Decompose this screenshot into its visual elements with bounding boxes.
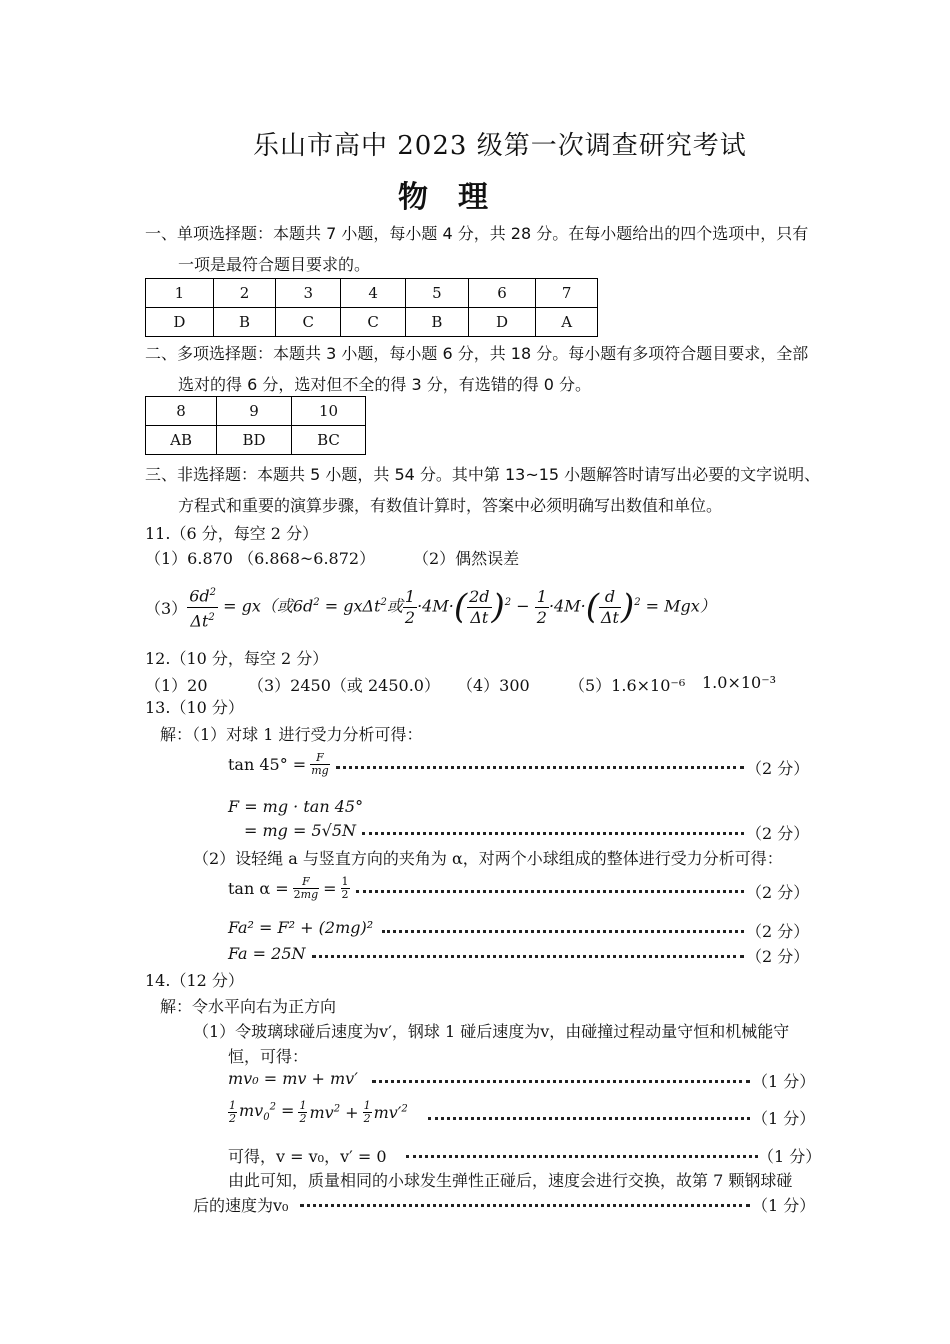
table-cell: 6 bbox=[468, 279, 536, 308]
dotted-leader bbox=[372, 1078, 750, 1083]
table-cell: 2 bbox=[213, 279, 276, 308]
q14-head: 14.（12 分） bbox=[145, 971, 244, 990]
dotted-leader bbox=[356, 888, 744, 893]
table-cell: AB bbox=[146, 426, 217, 455]
table-cell: 3 bbox=[276, 279, 341, 308]
table-cell: D bbox=[468, 308, 536, 337]
q12-answer-5: （5）1.6×10⁻⁶ bbox=[569, 676, 686, 695]
table-cell: B bbox=[406, 308, 469, 337]
table-cell: D bbox=[146, 308, 214, 337]
table-row bbox=[146, 308, 598, 337]
table-cell: 7 bbox=[536, 279, 598, 308]
table-cell: 1 bbox=[146, 279, 214, 308]
q14-conclusion-2: 后的速度为v₀ bbox=[193, 1196, 289, 1215]
section3-line2: 方程式和重要的演算步骤，有数值计算时，答案中必须明确写出数值和单位。 bbox=[178, 496, 723, 515]
q13-eq4-lhs: tan α = bbox=[228, 879, 289, 898]
q13-score-4: （2 分） bbox=[746, 922, 810, 941]
q11-answer-2: （2）偶然误差 bbox=[413, 549, 520, 568]
q13-solution-1: 解：（1）对球 1 进行受力分析可得： bbox=[160, 725, 423, 744]
q14-conclusion-1: 由此可知，质量相同的小球发生弹性正碰后，速度会进行交换，故第 7 颗钢球碰 bbox=[228, 1171, 793, 1190]
dotted-leader bbox=[382, 928, 744, 933]
fraction-half: $\frac{1}{2}$ bbox=[229, 1099, 236, 1125]
q14-eq2: $\frac{1}{2}$ $mv_0^2$ = $\frac{1}{2}$ $mv^2$ + $\frac{1}{2}$ $mv'^2$ bbox=[229, 1099, 408, 1125]
q14-part1-line2: 恒，可得： bbox=[228, 1047, 309, 1066]
q14-score-3: （1 分） bbox=[758, 1147, 822, 1166]
fraction-half: $\frac{1}{2}$ bbox=[363, 1099, 371, 1125]
q11-formula: $\frac{6d^2}{\Delta t^2}$ = gx（或$6d^2 = gx\Delta t^2$或 $\frac{1}{2}$ ·4M·( $\frac{2d}{\Delta t}$ )$^2$ − $\frac{1}{2}$ ·4M·( $\frac{d}{\Delta t}$ )$^2$ = Mgx） bbox=[187, 583, 716, 631]
q12-answer-4: （4）300 bbox=[457, 676, 530, 695]
q13-eq5: Fa² = F² + (2mg)² bbox=[228, 918, 374, 937]
q14-score-1: （1 分） bbox=[752, 1072, 816, 1091]
dotted-leader bbox=[406, 1153, 758, 1158]
table-cell: BC bbox=[291, 426, 365, 455]
q13-score-1: （2 分） bbox=[746, 759, 810, 778]
q13-solution-2: （2）设轻绳 a 与竖直方向的夹角为 α，对两个小球组成的整体进行受力分析可得： bbox=[193, 849, 783, 868]
section2-line1: 二、多项选择题：本题共 3 小题，每小题 6 分，共 18 分。每小题有多项符合题目要求，全部 bbox=[145, 344, 809, 363]
table-row bbox=[146, 279, 598, 308]
dotted-leader bbox=[336, 764, 744, 769]
q13-eq1-lhs: tan 45° = bbox=[228, 755, 307, 774]
q13-eq2: F = mg · tan 45° bbox=[228, 797, 364, 816]
table-cell: C bbox=[341, 308, 406, 337]
q14-score-4: （1 分） bbox=[752, 1196, 816, 1215]
q14-eq1: mv₀ = mv + mv′ bbox=[228, 1069, 358, 1088]
table-cell: BD bbox=[217, 426, 292, 455]
q11-answer-1: （1）6.870 （6.868~6.872） bbox=[145, 549, 376, 568]
q14-part1-line1: （1）令玻璃球碰后速度为v′，钢球 1 碰后速度为v，由碰撞过程动量守恒和机械能守 bbox=[193, 1022, 790, 1041]
q13-score-3: （2 分） bbox=[746, 883, 810, 902]
table-cell: 8 bbox=[146, 397, 217, 426]
section1-line2: 一项是最符合题目要求的。 bbox=[178, 255, 371, 274]
q13-score-2: （2 分） bbox=[746, 824, 810, 843]
table-cell: 5 bbox=[406, 279, 469, 308]
dotted-leader bbox=[428, 1115, 750, 1120]
q11-head: 11.（6 分，每空 2 分） bbox=[145, 524, 319, 543]
q13-eq4 bbox=[228, 876, 350, 901]
q11-answer-3-label: （3） bbox=[145, 598, 188, 618]
q13-eq1-fraction: $\frac{F}{mg}$ bbox=[311, 751, 329, 777]
table-cell: 4 bbox=[341, 279, 406, 308]
exam-title: 乐山市高中 2023 级第一次调查研究考试 bbox=[253, 131, 747, 161]
q13-eq1 bbox=[228, 752, 330, 777]
q14-eq3: 可得，v = v₀，v′ = 0 bbox=[228, 1147, 387, 1166]
table-cell: A bbox=[536, 308, 598, 337]
section2-line2: 选对的得 6 分，选对但不全的得 3 分，有选错的得 0 分。 bbox=[178, 375, 592, 394]
table-cell: 10 bbox=[291, 397, 365, 426]
table-row bbox=[146, 397, 366, 426]
dotted-leader bbox=[300, 1202, 750, 1207]
q12-answer-5b: 1.0×10⁻³ bbox=[702, 673, 777, 692]
q13-head: 13.（10 分） bbox=[145, 698, 244, 717]
table-cell: 9 bbox=[217, 397, 292, 426]
dotted-leader bbox=[312, 953, 744, 958]
q13-eq6: Fa = 25N bbox=[228, 944, 306, 963]
q13-eq3: = mg = 5√5N bbox=[244, 821, 357, 840]
q12-answer-3: （3）2450（或 2450.0） bbox=[248, 676, 440, 695]
fraction-half: $\frac{1}{2}$ bbox=[299, 1099, 307, 1125]
q13-eq4-fraction-2: $\frac{1}{2}$ bbox=[341, 875, 349, 901]
table-cell: B bbox=[213, 308, 276, 337]
q14-score-2: （1 分） bbox=[752, 1109, 816, 1128]
q14-solution: 解：令水平向右为正方向 bbox=[160, 997, 337, 1016]
q12-answer-1: （1）20 bbox=[145, 676, 208, 695]
q13-score-5: （2 分） bbox=[746, 947, 810, 966]
subject-title: 物 理 bbox=[398, 180, 488, 215]
table-cell: C bbox=[276, 308, 341, 337]
section2-answer-table bbox=[145, 396, 366, 455]
table-row bbox=[146, 426, 366, 455]
q12-head: 12.（10 分，每空 2 分） bbox=[145, 649, 329, 668]
section1-line1: 一、单项选择题：本题共 7 小题，每小题 4 分，共 28 分。在每小题给出的四个选项中，只有 bbox=[145, 224, 809, 243]
dotted-leader bbox=[362, 830, 744, 835]
q11-answer-3 bbox=[145, 582, 716, 632]
q13-eq4-fraction-1: $\frac{F}{2mg}$ bbox=[293, 875, 319, 901]
q13-eq4-equals: = bbox=[323, 879, 337, 898]
section3-line1: 三、非选择题：本题共 5 小题，共 54 分。其中第 13~15 小题解答时请写出必要的文字说明、 bbox=[145, 465, 821, 484]
section1-answer-table bbox=[145, 278, 598, 337]
